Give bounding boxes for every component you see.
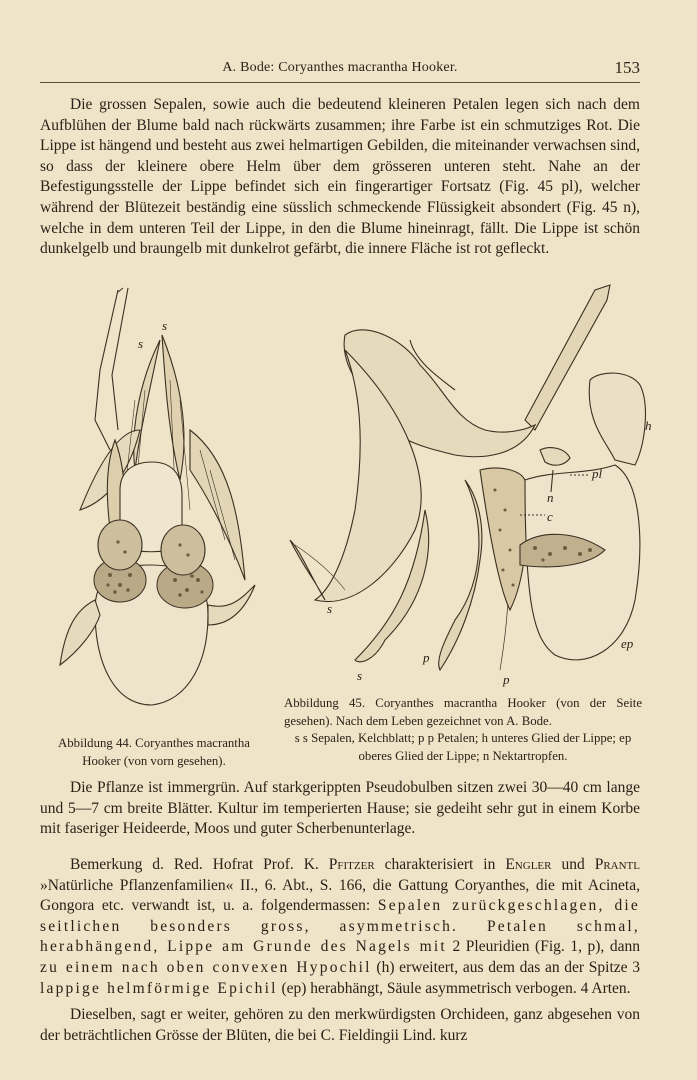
fig44-caption-line1: Abbildung 44. Coryanthes macrantha <box>58 736 250 750</box>
note-spaced2: zu einem nach oben convexen Hypochil <box>40 958 372 976</box>
page-number: 153 <box>614 58 640 77</box>
paragraph-continuation: Dieselben, sagt er weiter, gehören zu den merkwürdigsten Orchideen, ganz abgesehen von der beträchtlichen Grösse der Blüten, die bei C. Fieldingii Lind. kurz <box>40 1006 640 1044</box>
note-spaced3: lappige helmförmige Epichil <box>40 979 278 997</box>
figure-45-side-view <box>285 280 660 690</box>
fig45-label-c: c <box>547 509 553 524</box>
note-mid1: charakterisiert in <box>374 856 506 873</box>
fig45-label-s2: s <box>357 668 363 683</box>
author-pfitzer: Pfitzer <box>328 856 375 873</box>
running-title: A. Bode: Coryanthes macrantha Hooker. <box>222 60 458 75</box>
fig45-label-ep: ep <box>621 636 634 651</box>
page-header <box>40 58 640 83</box>
paragraph-cultivation: Die Pflanze ist immergrün. Auf starkgerippten Pseudobulben sitzen zwei 30—40 cm lange und 5—7 cm breite Blätter. Kultur im temperierten Hause; sie gedeiht sehr gut in einem Korbe mit faseriger Heideerde, Moos und guter Scherbenunterlage. <box>40 779 640 838</box>
fig45-legend-text: s s Sepalen, Kelchblatt; p p Petalen; h unteres Glied der Lippe; ep oberes Glied der Lippe; n Nektartropfen. <box>294 731 632 763</box>
figure-44-front-view <box>40 280 285 730</box>
author-engler: Engler <box>505 856 552 873</box>
fig45-label-n: n <box>547 490 554 505</box>
paragraph-lip-description: Die grossen Sepalen, sowie auch die bedeutend kleineren Petalen legen sich nach dem Aufblühen der Blume bald nach rückwärts zusammen; ihre Farbe ist ein schmutziges Rot. Die Lippe ist hängend und besteht aus zwei helmartigen Gebilden, die miteinander verwachsen sind, so dass der kleinere obere Helm über dem grösseren unteren steht. Nahe an der Befestigungsstelle der Lippe befindet sich ein fingerartiger Fortsatz (Fig. 45 pl), welcher während der Blütezeit beständig eine süsslich schmeckende Flüssigkeit absondert (Fig. 45 n), welche in dem unteren Teil der Lippe, in den die Blume hineinragt, fällt. Die Lippe ist schön dunkelgelb und braungelb mit dunkelrot gefärbt, die innere Fläche ist rot gefleckt. <box>40 96 640 258</box>
note-mid2: und <box>551 856 595 873</box>
note-mid6: (ep) herabhängt, Säule asymmetrisch verbogen. 4 Arten. <box>277 979 631 997</box>
fig45-label-pl: pl <box>592 466 603 481</box>
figure-45-caption <box>284 695 642 765</box>
note-mid3: »Natürliche Pflanzenfamilien« II., 6. Abt., S. 166, die Gattung Coryanthes, die mit Acineta, Gongora etc. verwandt ist, u. a. folgendermassen: <box>40 876 640 915</box>
author-prantl: Prantl <box>594 856 640 873</box>
note-lead: Bemerkung d. Red. Hofrat Prof. K. <box>70 856 329 873</box>
fig45-label-p1: p <box>423 650 430 665</box>
note-spaced1: Sepalen zurückgeschlagen, die seitlichen besonders gross, asymmetrisch. Petalen schmal, herabhängend, Lippe am Grunde des Nagels mit <box>40 897 640 956</box>
fig44-label-s2: s <box>138 336 144 351</box>
fig45-caption-text: Abbildung 45. Coryanthes macrantha Hooker (von der Seite gesehen). Nach dem Leben gezeichnet von A. Bode. <box>284 696 642 728</box>
figure-44-caption <box>36 735 272 770</box>
fig45-label-h: h <box>645 418 652 433</box>
note-mid4: 2 Pleuridien (Fig. 1, p), dann <box>446 938 640 956</box>
note-mid5: (h) erweitert, aus dem das an der Spitze 3 <box>371 958 640 976</box>
fig44-label-s1: s <box>162 318 168 333</box>
fig45-label-s1: s <box>327 601 333 616</box>
fig44-caption-line2: Hooker (von vorn gesehen). <box>82 753 226 768</box>
stem-line <box>95 290 118 450</box>
paragraph-editorial-note <box>40 855 640 999</box>
fig45-label-p2: p <box>503 672 510 687</box>
